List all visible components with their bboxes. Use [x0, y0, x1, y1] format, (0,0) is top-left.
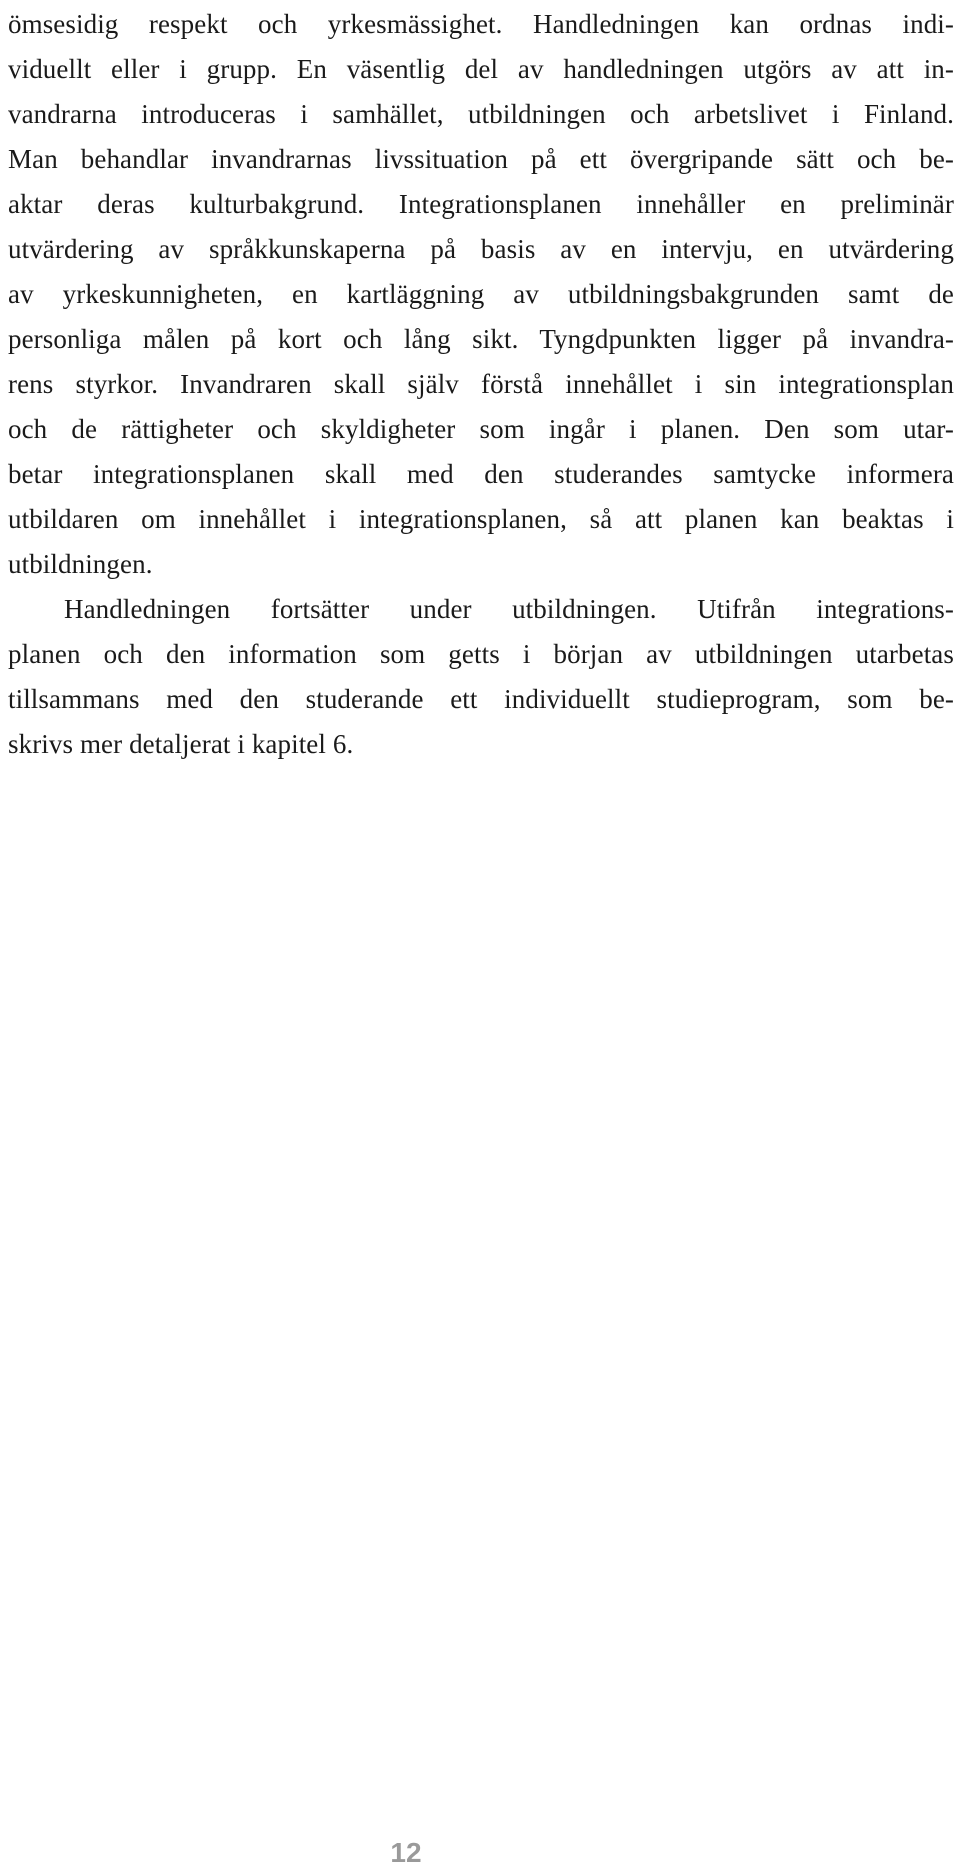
text-line: Man behandlar invandrarnas livssituation på ett övergripande sätt och be- [8, 144, 954, 174]
text-line: utbildaren om innehållet i integrationsplanen, så att planen kan beaktas i [8, 504, 954, 534]
text-line: personliga målen på kort och lång sikt. Tyngdpunkten ligger på invandra- [8, 324, 954, 354]
paragraph-2 [8, 587, 954, 767]
text-line: utbildningen. [8, 549, 153, 579]
text-line: Handledningen fortsätter under utbildningen. Utifrån integrations- [64, 594, 954, 624]
paragraph-1 [8, 2, 954, 587]
text-line: och de rättigheter och skyldigheter som ingår i planen. Den som utar- [8, 414, 954, 444]
text-line: planen och den information som getts i början av utbildningen utarbetas [8, 639, 954, 669]
text-line: aktar deras kulturbakgrund. Integrationsplanen innehåller en preliminär [8, 189, 954, 219]
text-line: tillsammans med den studerande ett individuellt studieprogram, som be- [8, 684, 954, 714]
body-text [8, 2, 954, 767]
text-line: vandrarna introduceras i samhället, utbildningen och arbetslivet i Finland. [8, 99, 954, 129]
text-line: av yrkeskunnigheten, en kartläggning av utbildningsbakgrunden samt de [8, 279, 954, 309]
text-line: viduellt eller i grupp. En väsentlig del av handledningen utgörs av att in- [8, 54, 954, 84]
text-line: betar integrationsplanen skall med den studerandes samtycke informera [8, 459, 954, 489]
text-line: utvärdering av språkkunskaperna på basis av en intervju, en utvärdering [8, 234, 954, 264]
text-line: ömsesidig respekt och yrkesmässighet. Handledningen kan ordnas indi- [8, 9, 954, 39]
page-number: 12 [390, 1837, 422, 1868]
text-line: skrivs mer detaljerat i kapitel 6. [8, 729, 354, 759]
text-line: rens styrkor. Invandraren skall själv förstå innehållet i sin integrationsplan [8, 369, 954, 399]
